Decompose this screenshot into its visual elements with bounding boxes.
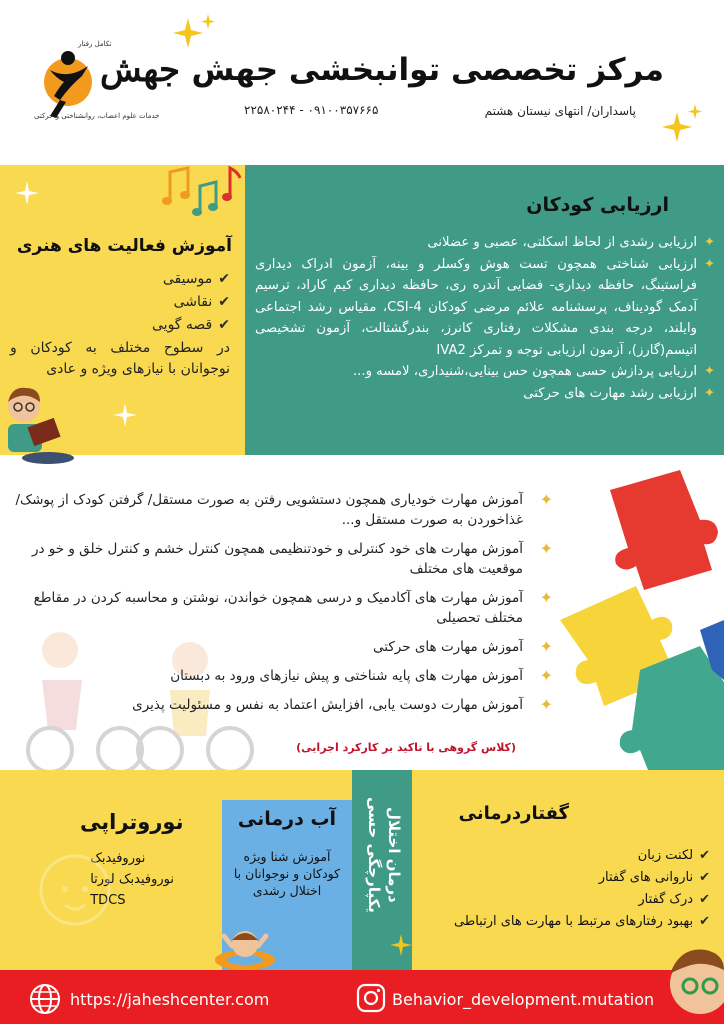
child-head-illustration (30, 845, 120, 955)
sparkle-icon: ✦ (539, 588, 553, 607)
list-item: نوروفیدبک (90, 851, 146, 866)
list-item: ✦ ارزیابی رشد مهارت های حرکتی (255, 383, 715, 405)
neurotherapy-title: نوروتراپی (80, 810, 184, 834)
arts-list (152, 268, 230, 337)
list-item: ✦ آموزش مهارت خودیاری همچون دستشویی رفتن به صورت مستقل/ گرفتن کودک از پوشک/غذاخوردن به صورت مستقل و... (15, 490, 553, 528)
sparkle-icon: ✦ (539, 695, 553, 714)
evaluation-list (255, 232, 715, 404)
music-notes-icon (160, 160, 245, 220)
sparkle-icon: ✦ (539, 539, 553, 558)
group-class-note: (کلاس گروهی با تاکید بر کارکرد اجرایی) (296, 741, 516, 754)
water-panel-top (222, 770, 352, 800)
list-item: ✔درک گفتار (638, 892, 710, 907)
sparkle-icon (655, 100, 705, 150)
puzzle-illustration (540, 470, 724, 790)
sparkle-icon (170, 10, 220, 55)
list-item: ✦ آموزش مهارت های پایه شناختی و پیش نیازهای ورود به دبستان (170, 666, 553, 685)
arts-title: آموزش فعالیت های هنری (16, 236, 232, 256)
arts-description: در سطوح مختلف به کودکان و نوجوانان با نیازهای ویژه و عادی (10, 340, 230, 377)
sparkle-icon: ✦ (703, 385, 715, 401)
list-item: ✔نقاشی (173, 294, 230, 310)
logo-subtitle: خدمات علوم اعصاب، روانشناختی و حرکتی (34, 112, 160, 120)
website-link[interactable]: https://jaheshcenter.com (70, 990, 270, 1009)
address-text: پاسداران/ انتهای نیستان هشتم (484, 104, 636, 118)
check-icon: ✔ (699, 914, 710, 929)
reading-child-illustration (0, 380, 80, 465)
speech-therapy-title: گفتاردرمانی (458, 803, 569, 824)
list-item: ✔موسیقی (162, 271, 230, 287)
sparkle-icon: ✦ (703, 256, 715, 272)
logo-tagline: تکامل رفتار (78, 40, 112, 48)
list-item: ✔قصه گویی (152, 317, 230, 333)
list-item: ✦ آموزش مهارت های آکادمیک و درسی همچون خواندن، نوشتن و محاسبه کردن در مقاطع مختلف تحصیلی (33, 588, 553, 626)
check-icon: ✔ (218, 294, 230, 310)
page-title: مرکز تخصصی توانبخشی جهش (191, 52, 664, 88)
list-item: ✦ آموزش مهارت های خود کنترلی و خودتنظیمی همچون کنترل خشم و کنترل خلق و خو در موقعیت های مختلف (31, 539, 553, 577)
phone-numbers: ۲۲۵۸۰۲۴۴ - ۰۹۱۰۰۳۵۷۶۶۵ (244, 103, 379, 117)
sparkle-icon (110, 400, 140, 430)
check-icon: ✔ (699, 892, 710, 907)
sparkle-icon: ✦ (539, 666, 553, 685)
list-item: TDCS (90, 893, 126, 908)
sparkle-icon (12, 178, 42, 208)
list-item: ✦ آموزش مهارت دوست یابی، افزایش اعتماد به نفس و مسئولیت پذیری (132, 695, 553, 714)
swimming-child-illustration (210, 920, 280, 975)
check-icon: ✔ (699, 848, 710, 863)
list-item: ✦ ارزیابی شناختی همچون تست هوش وکسلر و بینه، آزمون ادراک دیداری فراستینگ، حافظه دیداری- فضایی آندره ری، حافظه دیداری کیم کاراد، ترسیم آدمک گودیناف، پرسشنامه علائم مرضی کودکان CSI-4، مقیاس رشد اجتماعی وایلند، درجه بندی مشکلات رفتاری کانرز، بندرگشتالت، آزمون تشخیصی اتیسم(گارز)، آزمون ارزیابی توجه و تمرکز IVA2 (255, 254, 715, 362)
list-item: ✦ آموزش مهارت های حرکتی (373, 637, 553, 656)
sparkle-icon: ✦ (703, 235, 715, 250)
sparkle-icon: ✦ (539, 490, 553, 509)
list-item: ✔بهبود رفتارهای مرتبط با مهارت های ارتباطی (454, 914, 710, 929)
water-therapy-description: آموزش شنا ویژه کودکان و نوجوانان با اختلال رشدی (233, 849, 341, 898)
sparkle-icon (388, 932, 414, 958)
evaluation-title: ارزیابی کودکان (526, 194, 669, 216)
sensory-integration-title: درمان اختلال یکپارچگی حسی (365, 797, 403, 913)
speech-therapy-list (425, 845, 710, 933)
instagram-icon (355, 982, 387, 1014)
check-icon: ✔ (218, 317, 230, 333)
water-therapy-title: آب درمانی (237, 808, 337, 830)
child-face-illustration (660, 940, 724, 1024)
instagram-handle[interactable]: Behavior_development.mutation (392, 990, 655, 1009)
globe-icon (28, 982, 62, 1016)
list-item: ✦ ارزیابی رشدی از لحاظ اسکلتی، عصبی و عضلانی (255, 232, 715, 254)
list-item: ✔لکنت زبان (637, 848, 710, 863)
logo-name: جهش (100, 50, 181, 90)
skills-list (8, 490, 553, 724)
check-icon: ✔ (699, 870, 710, 885)
check-icon: ✔ (218, 271, 230, 287)
list-item: ✔ناروانی های گفتار (598, 870, 710, 885)
list-item: ✦ ارزیابی پردازش حسی همچون حس بینایی،شنیداری، لامسه و... (255, 361, 715, 383)
sparkle-icon: ✦ (539, 637, 553, 656)
list-item: نوروفیدبک لورتا (90, 872, 174, 887)
sparkle-icon: ✦ (703, 364, 715, 379)
